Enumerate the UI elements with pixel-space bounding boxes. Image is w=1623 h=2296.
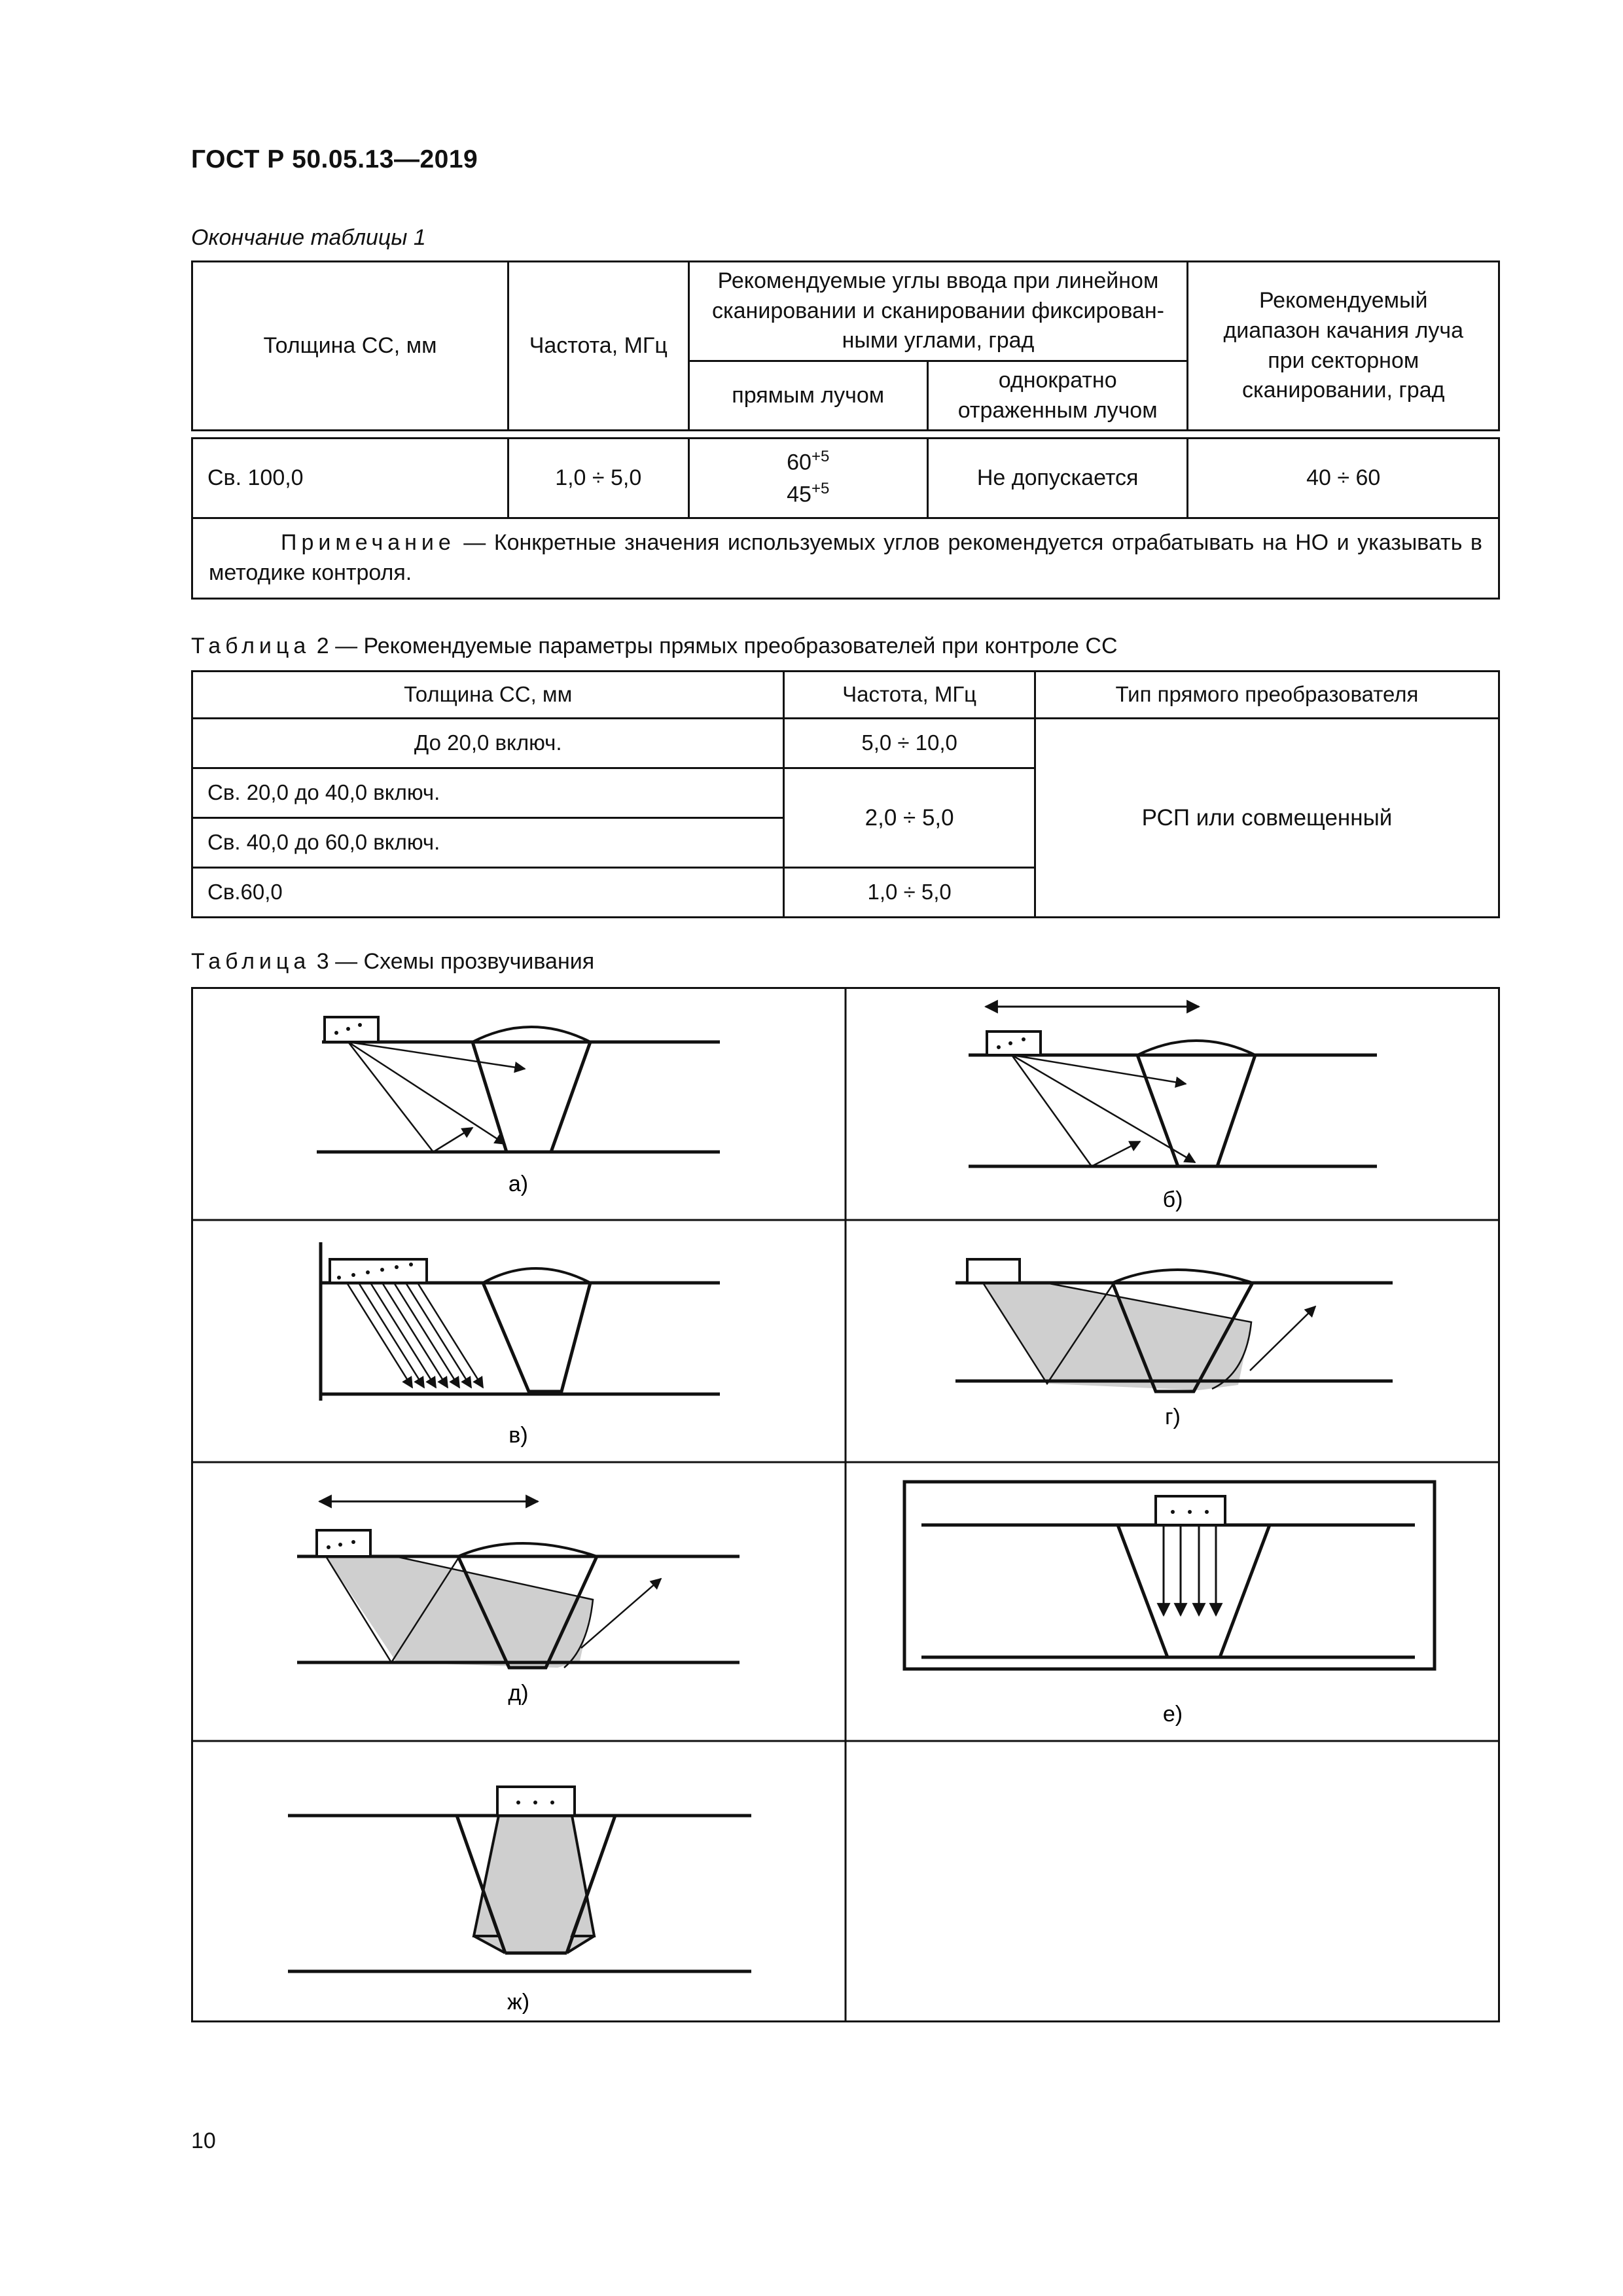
transducer-icon [987, 1031, 1041, 1055]
t1-cell-reflected: Не допускается [927, 439, 1188, 518]
transducer-icon [325, 1017, 378, 1042]
t1-angle-2: 45 [787, 481, 812, 507]
scheme-zh [288, 1787, 751, 1971]
t1-header-thickness: Толщина СС, мм [192, 262, 508, 431]
table3-caption-label: Таблица [191, 949, 311, 974]
t1-header-sector: Рекомендуемый диапазон качания луча при секторном сканировании, град [1188, 262, 1499, 431]
t2-row4-frequency: 1,0 ÷ 5,0 [784, 868, 1035, 918]
transducer-icon [967, 1259, 1020, 1283]
t1-angle-1-tolerance: +5 [811, 448, 830, 466]
table1-caption: Окончание таблицы 1 [191, 225, 426, 250]
phased-array-icon [330, 1259, 427, 1283]
table2-caption-label: Таблица [191, 634, 311, 658]
t2-row4-thickness: Св.60,0 [192, 868, 784, 918]
scheme-a [317, 1017, 720, 1152]
scheme-label-g: г) [1165, 1405, 1181, 1429]
scheme-b [969, 1007, 1377, 1166]
t2-header-frequency: Частота, МГц [784, 672, 1035, 719]
table-3-schemes [191, 987, 1500, 2022]
t1-angle-2-tolerance: +5 [811, 479, 830, 497]
t1-note-text: — Конкретные значения используемых углов рекомендуется отрабатывать на НО и указывать в методике контроля. [209, 530, 1482, 585]
t2-row2-thickness: Св. 20,0 до 40,0 включ. [192, 768, 784, 818]
t1-header-frequency: Частота, МГц [508, 262, 688, 431]
table-2 [191, 670, 1500, 918]
t1-cell-thickness: Св. 100,0 [192, 439, 508, 518]
table2-caption [191, 634, 1118, 659]
t1-cell-sector: 40 ÷ 60 [1188, 439, 1499, 518]
t1-cell-frequency: 1,0 ÷ 5,0 [508, 439, 688, 518]
transducer-icon [317, 1530, 370, 1556]
scheme-label-e: е) [1162, 1702, 1183, 1727]
t2-row3-thickness: Св. 40,0 до 60,0 включ. [192, 818, 784, 868]
t1-note [192, 518, 1499, 599]
t2-row1-frequency: 5,0 ÷ 10,0 [784, 719, 1035, 768]
table-1 [191, 260, 1500, 600]
scheme-label-d: д) [508, 1681, 529, 1706]
schemes-grid [191, 987, 1500, 2022]
scheme-label-zh: ж) [507, 1990, 530, 2015]
scheme-v [321, 1242, 720, 1401]
table3-caption [191, 949, 594, 975]
t2-row2-frequency: 2,0 ÷ 5,0 [784, 768, 1035, 868]
t1-angle-1: 60 [787, 450, 812, 475]
t2-header-type: Тип прямого преобразователя [1035, 672, 1499, 719]
scheme-label-a: а) [508, 1172, 529, 1196]
page-number: 10 [191, 2128, 216, 2153]
t1-note-label: Примечание [281, 530, 455, 555]
scheme-e [904, 1482, 1435, 1669]
table3-caption-text: 3 — Схемы прозвучивания [310, 949, 595, 974]
scheme-label-b: б) [1162, 1187, 1183, 1212]
t1-header-reflected: однократно отраженным лучом [927, 361, 1188, 431]
scheme-d [297, 1501, 740, 1668]
t1-header-angles: Рекомендуемые углы ввода при линейном сканировании и сканировании фиксирован-ными углами, град [688, 262, 1188, 361]
table2-caption-text: 2 — Рекомендуемые параметры прямых преобразователей при контроле СС [310, 634, 1118, 658]
t2-header-thickness: Толщина СС, мм [192, 672, 784, 719]
document-header: ГОСТ Р 50.05.13—2019 [191, 145, 478, 173]
t2-row1-thickness: До 20,0 включ. [192, 719, 784, 768]
t1-cell-angles [688, 439, 927, 518]
t1-header-direct: прямым лучом [688, 361, 927, 431]
scheme-label-v: в) [508, 1423, 528, 1448]
scheme-g [955, 1259, 1393, 1391]
t2-type: РСП или совмещенный [1035, 719, 1499, 918]
